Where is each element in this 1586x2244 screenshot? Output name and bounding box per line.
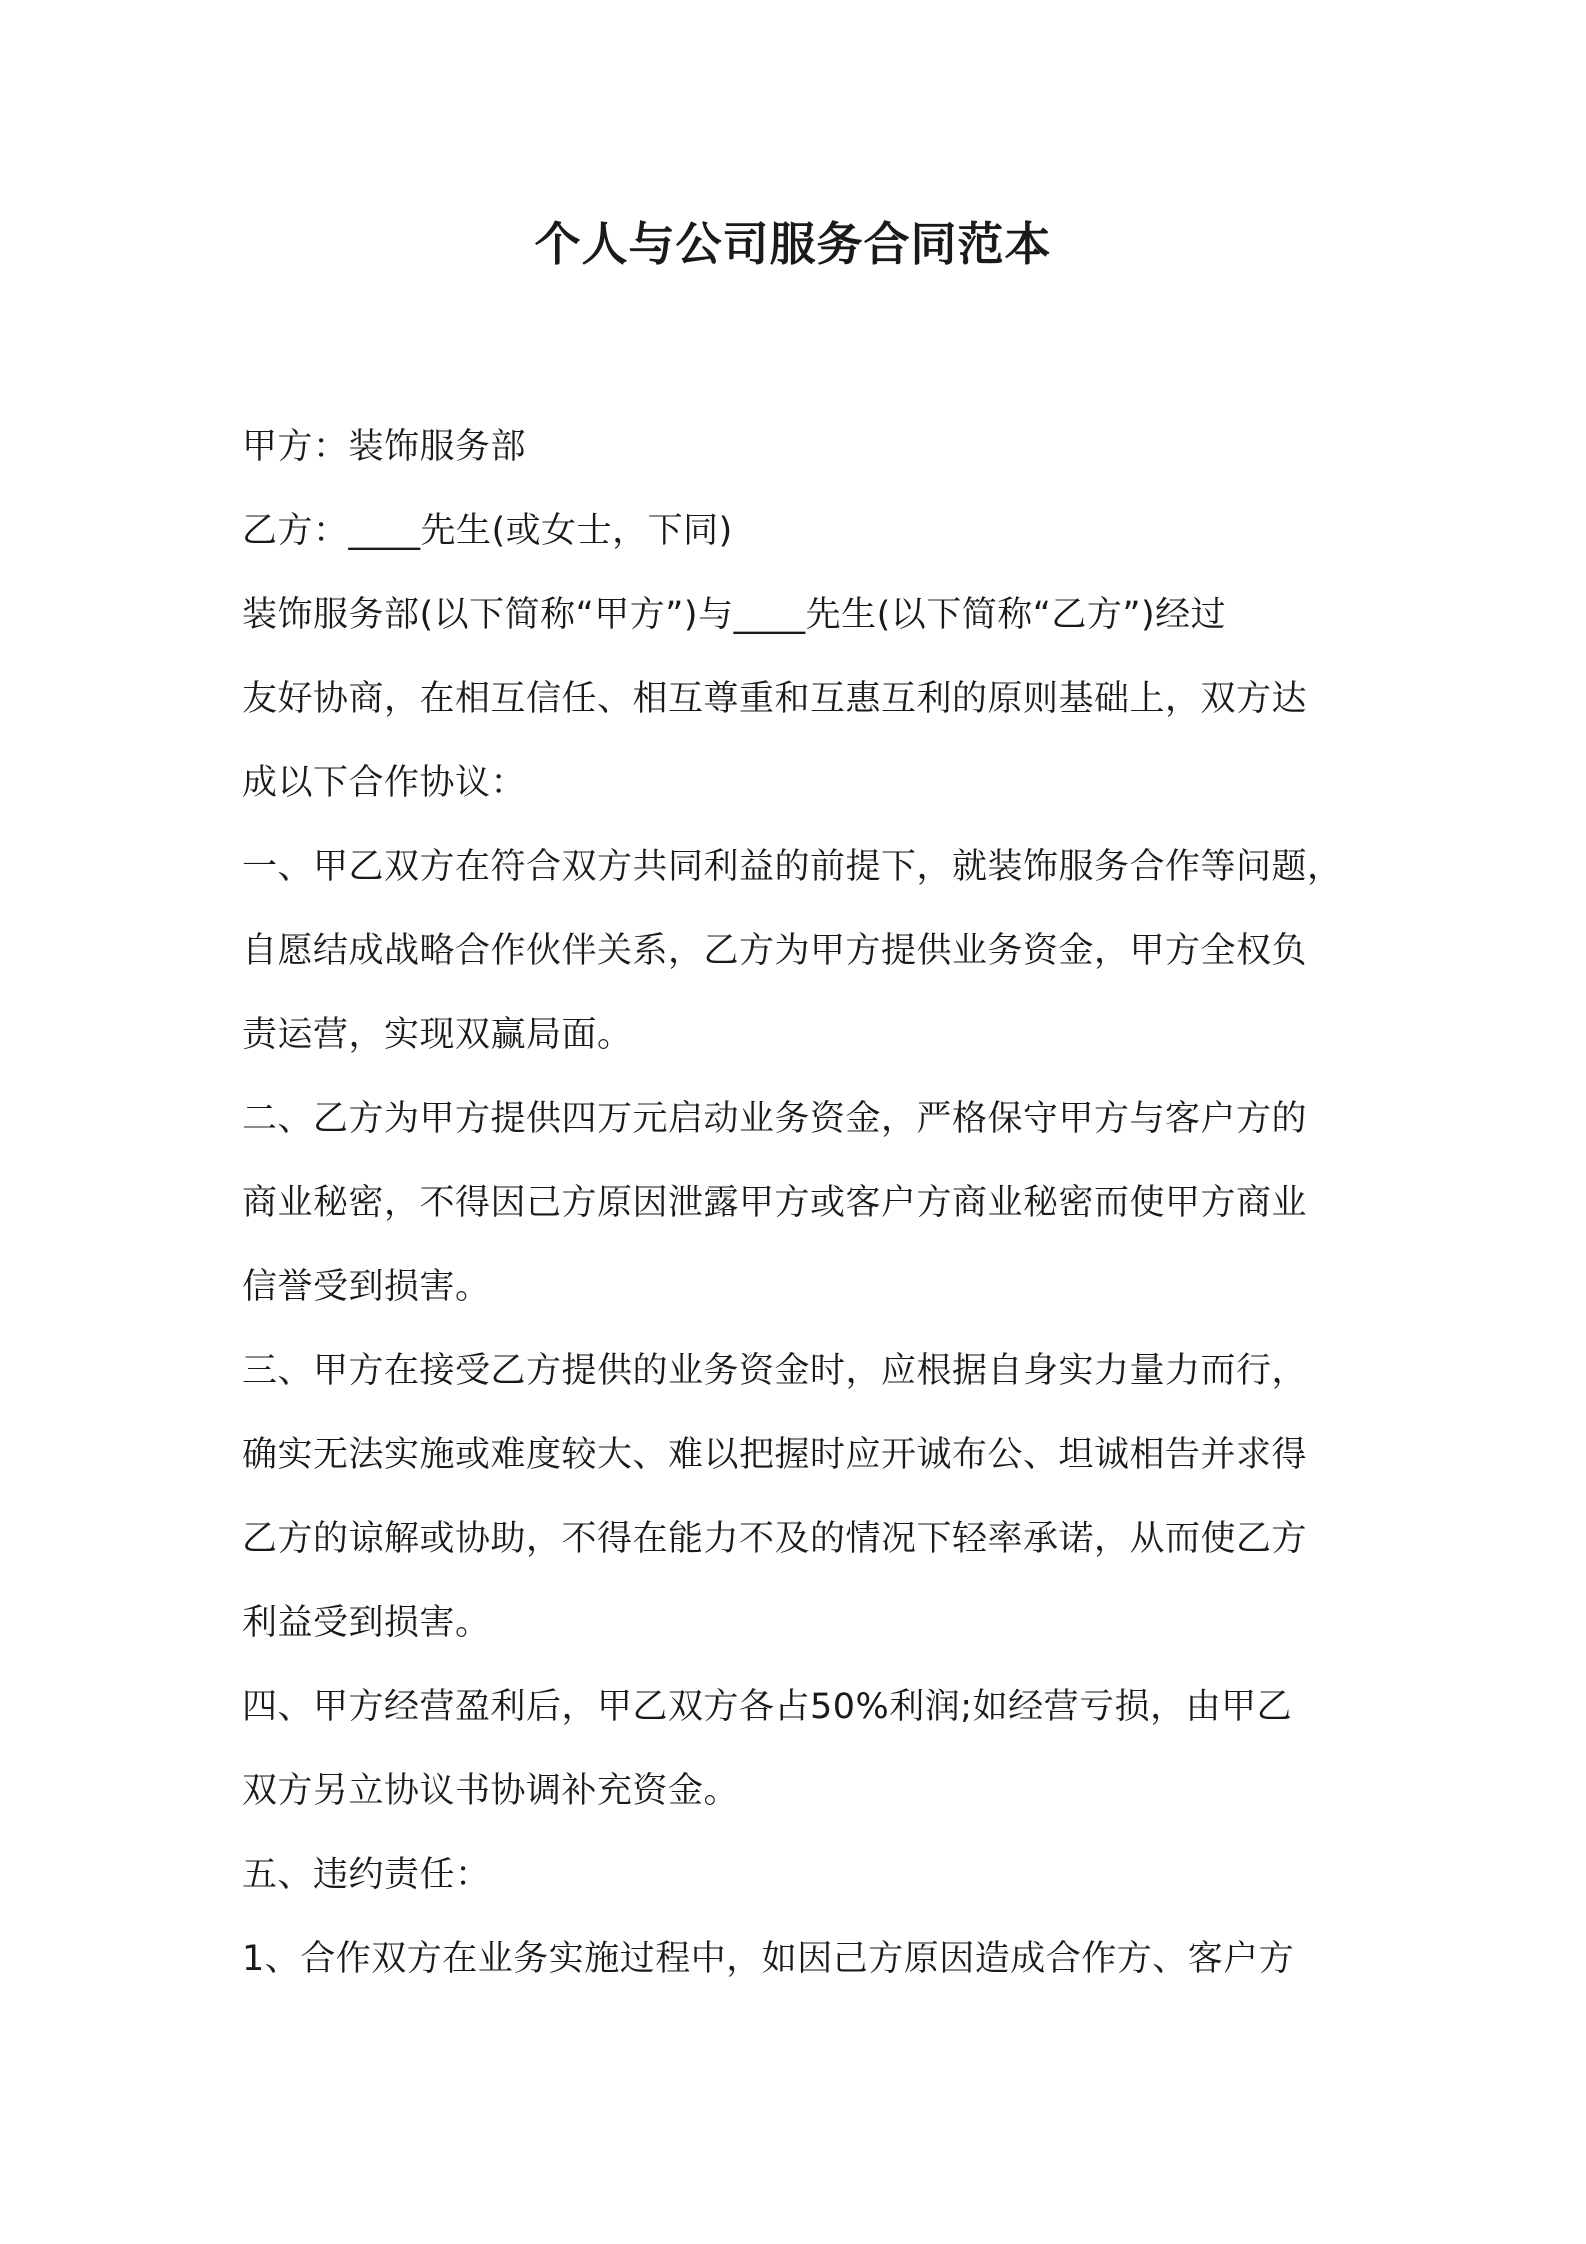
document-title: 个人与公司服务合同范本: [534, 217, 1052, 271]
clause-3-line-4: 利益受到损害。: [242, 1603, 491, 1643]
clause-4-line-2: 双方另立协议书协调补充资金。: [242, 1771, 740, 1811]
clause-3-line-1: 三、甲方在接受乙方提供的业务资金时，应根据自身实力量力而行，: [242, 1351, 1308, 1391]
document-body: [242, 405, 1352, 2001]
clause-4-line-1: 四、甲方经营盈利后，甲乙双方各占50%利润;如经营亏损，由甲乙: [242, 1687, 1293, 1727]
clause-3-line-3: 乙方的谅解或协助，不得在能力不及的情况下轻率承诺，从而使乙方: [242, 1519, 1308, 1559]
clause-5-heading: 五、违约责任：: [242, 1855, 491, 1895]
party-b-line: 乙方：____先生(或女士，下同): [242, 511, 733, 551]
clause-1-line-2: 自愿结成战略合作伙伴关系，乙方为甲方提供业务资金，甲方全权负: [242, 931, 1308, 971]
clause-5-item-1-line-1: 1、合作双方在业务实施过程中，如因己方原因造成合作方、客户方: [242, 1939, 1295, 1979]
clause-1-line-3: 责运营，实现双赢局面。: [242, 1015, 633, 1055]
intro-line-3: 成以下合作协议：: [242, 763, 527, 803]
clause-2-line-3: 信誉受到损害。: [242, 1267, 491, 1307]
intro-line-1: 装饰服务部(以下简称“甲方”)与____先生(以下简称“乙方”)经过: [242, 595, 1227, 635]
clause-2-line-2: 商业秘密，不得因己方原因泄露甲方或客户方商业秘密而使甲方商业: [242, 1183, 1308, 1223]
clause-3-line-2: 确实无法实施或难度较大、难以把握时应开诚布公、坦诚相告并求得: [242, 1435, 1308, 1475]
party-a-line: 甲方：装饰服务部: [242, 427, 527, 467]
clause-2-line-1: 二、乙方为甲方提供四万元启动业务资金，严格保守甲方与客户方的: [242, 1099, 1308, 1139]
intro-line-2: 友好协商，在相互信任、相互尊重和互惠互利的原则基础上，双方达: [242, 679, 1308, 719]
clause-1-line-1: 一、甲乙双方在符合双方共同利益的前提下，就装饰服务合作等问题，: [242, 847, 1343, 887]
